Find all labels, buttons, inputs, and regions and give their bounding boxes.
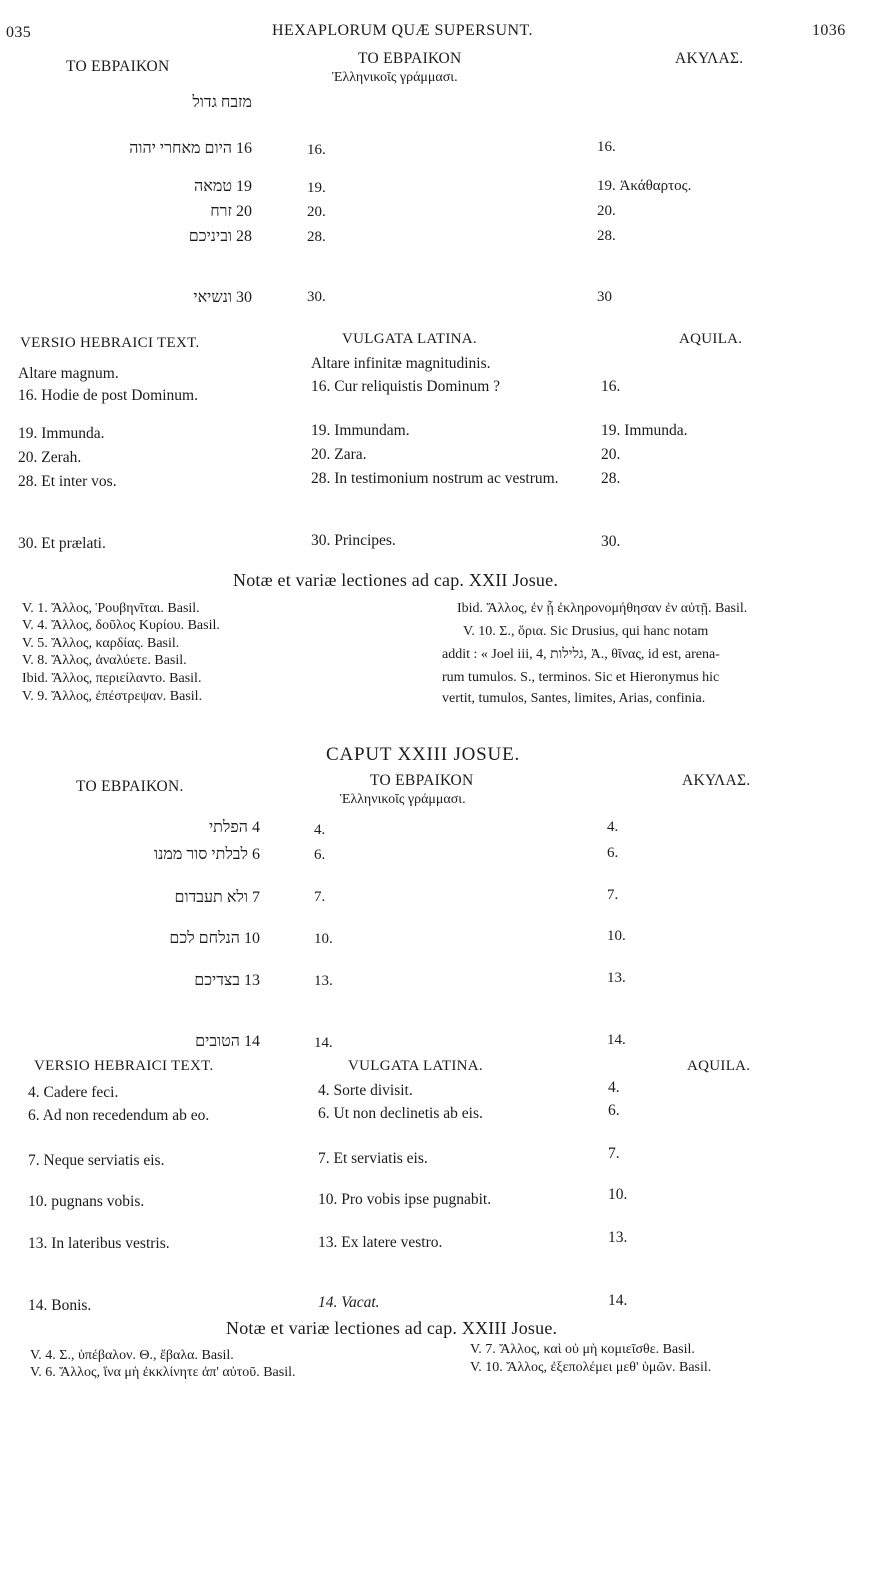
- versio-line: 19. Immunda.: [18, 425, 105, 442]
- note-line: V. 6. Ἄλλος, ἵνα μὴ ἐκκλίνητε ἀπ' αὐτοῦ. Basil.: [30, 1365, 296, 1380]
- hebrew-line: 30 ונשיאי: [193, 289, 252, 306]
- note-line: V. 9. Ἄλλος, ἐπέστρεψαν. Basil.: [22, 689, 203, 704]
- greek-letters-verse: 6.: [314, 847, 326, 863]
- note-line: V. 4. Σ., ὑπέβαλον. Θ., ἔβαλα. Basil.: [30, 1348, 234, 1363]
- versio-line: 6. Ad non recedendum ab eo.: [28, 1107, 210, 1124]
- aquila-verse: 14.: [607, 1032, 626, 1048]
- greek-letters-verse: 19.: [307, 180, 326, 196]
- column-header-versio: VERSIO HEBRAICI TEXT.: [20, 335, 200, 351]
- hebrew-line: 7 ולא תעבדום: [174, 889, 260, 906]
- versio-line: 13. In lateribus vestris.: [28, 1235, 170, 1252]
- vulgata-line: 4. Sorte divisit.: [318, 1082, 413, 1099]
- aquila-latin-line: 4.: [608, 1079, 620, 1096]
- column-header-aquila: ΑΚΥΛΑΣ.: [675, 50, 744, 67]
- aquila-latin-line: 14.: [608, 1292, 628, 1309]
- note-line: Ibid. Ἄλλος, ἐν ᾗ ἐκληρονομήθησαν ἐν αὐτῇ. Basil.: [457, 601, 748, 616]
- hebrew-line: 28 וביניכם: [188, 228, 252, 245]
- note-line: Ibid. Ἄλλος, περιείλαντο. Basil.: [22, 671, 202, 686]
- column-header-vulgata: VULGATA LATINA.: [348, 1058, 483, 1074]
- column-header-aquila: ΑΚΥΛΑΣ.: [682, 772, 751, 789]
- aquila-verse: 7.: [607, 887, 619, 903]
- aquila-verse: 19. Ἀκάθαρτος.: [597, 178, 692, 194]
- hebrew-line: 13 בצדיכם: [194, 972, 260, 989]
- column-header-versio: VERSIO HEBRAICI TEXT.: [34, 1058, 214, 1074]
- greek-letters-verse: 16.: [307, 142, 326, 158]
- note-line: V. 7. Ἄλλος, καὶ οὐ μὴ κομιεῖσθε. Basil.: [470, 1342, 695, 1357]
- aquila-latin-line: 19. Immunda.: [601, 422, 688, 439]
- aquila-verse: 28.: [597, 228, 616, 244]
- hebrew-line: מזבח גדול: [192, 94, 252, 111]
- column-header-hebrew: ΤΟ ΕΒΡΑΙΚΟΝ: [66, 58, 170, 75]
- vulgata-line: 19. Immundam.: [311, 422, 410, 439]
- aquila-latin-line: 16.: [601, 378, 621, 395]
- versio-line: 4. Cadere feci.: [28, 1084, 119, 1101]
- aquila-latin-line: 28.: [601, 470, 621, 487]
- greek-letters-verse: 30.: [307, 289, 326, 305]
- column-header-vulgata: VULGATA LATINA.: [342, 331, 477, 347]
- greek-letters-verse: 28.: [307, 229, 326, 245]
- aquila-latin-line: 30.: [601, 533, 621, 550]
- greek-letters-verse: 13.: [314, 973, 333, 989]
- note-line: V. 4. Ἄλλος, δοῦλος Κυρίου. Basil.: [22, 618, 220, 633]
- vulgata-line: 7. Et serviatis eis.: [318, 1150, 428, 1167]
- hebrew-line: 14 הטובים: [195, 1033, 260, 1050]
- versio-line: 28. Et inter vos.: [18, 473, 117, 490]
- versio-line: 16. Hodie de post Dominum.: [18, 387, 198, 404]
- hebrew-line: 10 הנלחם לכם: [169, 930, 260, 947]
- vulgata-line: 28. In testimonium nostrum ac vestrum.: [311, 470, 559, 487]
- chapter-heading: CAPUT XXIII JOSUE.: [326, 744, 521, 765]
- versio-line: 10. pugnans vobis.: [28, 1193, 145, 1210]
- aquila-verse: 6.: [607, 845, 619, 861]
- versio-line: 14. Bonis.: [28, 1297, 92, 1314]
- running-head-title: HEXAPLORUM QUÆ SUPERSUNT.: [272, 22, 533, 39]
- aquila-verse: 13.: [607, 970, 626, 986]
- note-line: V. 10. Σ., ὅρια. Sic Drusius, qui hanc notam: [463, 624, 709, 639]
- vulgata-line: Altare infinitæ magnitudinis.: [311, 355, 491, 372]
- note-line: V. 10. Ἄλλος, ἐξεπολέμει μεθ' ὑμῶν. Basil.: [470, 1360, 712, 1375]
- versio-line: 7. Neque serviatis eis.: [28, 1152, 165, 1169]
- note-line: rum tumulos. S., terminos. Sic et Hieronymus hic: [442, 670, 720, 685]
- vulgata-line: 30. Principes.: [311, 532, 396, 549]
- column-header-aquila-latin: AQUILA.: [679, 331, 743, 347]
- column-header-greek-letters-sub: Ἑλληνικοῖς γράμμασι.: [340, 792, 466, 807]
- vulgata-line: 13. Ex latere vestro.: [318, 1234, 443, 1251]
- hebrew-line: 6 לבלתי סור ממנו: [154, 846, 260, 863]
- note-line: V. 8. Ἄλλος, ἀναλύετε. Basil.: [22, 653, 187, 668]
- aquila-verse: 4.: [607, 819, 619, 835]
- greek-letters-verse: 7.: [314, 889, 326, 905]
- notes-title: Notæ et variæ lectiones ad cap. XXIII Josue.: [226, 1318, 558, 1338]
- greek-letters-verse: 20.: [307, 204, 326, 220]
- hebrew-line: 19 טמאה: [194, 178, 252, 195]
- aquila-latin-line: 6.: [608, 1102, 620, 1119]
- notes-title: Notæ et variæ lectiones ad cap. XXII Josue.: [233, 570, 559, 590]
- page-number-right: 1036: [812, 22, 846, 39]
- vulgata-line: 16. Cur reliquistis Dominum ?: [311, 378, 501, 395]
- page-number-left: 035: [6, 24, 32, 41]
- aquila-verse: 16.: [597, 139, 616, 155]
- hebrew-line: 16 היום מאחרי יהוה: [129, 140, 252, 157]
- note-line: vertit, tumulos, Santes, limites, Arias, confinia.: [442, 691, 706, 706]
- versio-line: Altare magnum.: [18, 365, 119, 382]
- aquila-verse: 20.: [597, 203, 616, 219]
- aquila-latin-line: 20.: [601, 446, 621, 463]
- versio-line: 20. Zerah.: [18, 449, 82, 466]
- greek-letters-verse: 4.: [314, 822, 326, 838]
- greek-letters-verse: 14.: [314, 1035, 333, 1051]
- column-header-greek-letters-sub: Ἑλληνικοῖς γράμμασι.: [332, 70, 458, 85]
- aquila-verse: 30: [597, 289, 612, 305]
- vulgata-line: 14. Vacat.: [318, 1294, 380, 1311]
- aquila-latin-line: 10.: [608, 1186, 628, 1203]
- versio-line: 30. Et prælati.: [18, 535, 106, 552]
- note-line: V. 1. Ἄλλος, Ῥουβηνῖται. Basil.: [22, 601, 200, 616]
- column-header-hebrew: ΤΟ ΕΒΡΑΙΚΟΝ.: [76, 778, 184, 795]
- column-header-aquila-latin: AQUILA.: [687, 1058, 751, 1074]
- vulgata-line: 6. Ut non declinetis ab eis.: [318, 1105, 483, 1122]
- greek-letters-verse: 10.: [314, 931, 333, 947]
- note-line: V. 5. Ἄλλος, καρδίας. Basil.: [22, 636, 180, 651]
- note-line: addit : « Joel iii, 4, גלילות, Ἀ., θῖνας, id est, arena-: [442, 647, 720, 662]
- column-header-greek-letters: ΤΟ ΕΒΡΑΙΚΟΝ: [358, 50, 462, 67]
- hebrew-line: 20 זרח: [210, 203, 252, 220]
- vulgata-line: 10. Pro vobis ipse pugnabit.: [318, 1191, 492, 1208]
- column-header-greek-letters: ΤΟ ΕΒΡΑΙΚΟΝ: [370, 772, 474, 789]
- vulgata-line: 20. Zara.: [311, 446, 367, 463]
- aquila-latin-line: 7.: [608, 1145, 620, 1162]
- aquila-verse: 10.: [607, 928, 626, 944]
- hebrew-line: 4 הפלתי: [208, 819, 260, 836]
- aquila-latin-line: 13.: [608, 1229, 628, 1246]
